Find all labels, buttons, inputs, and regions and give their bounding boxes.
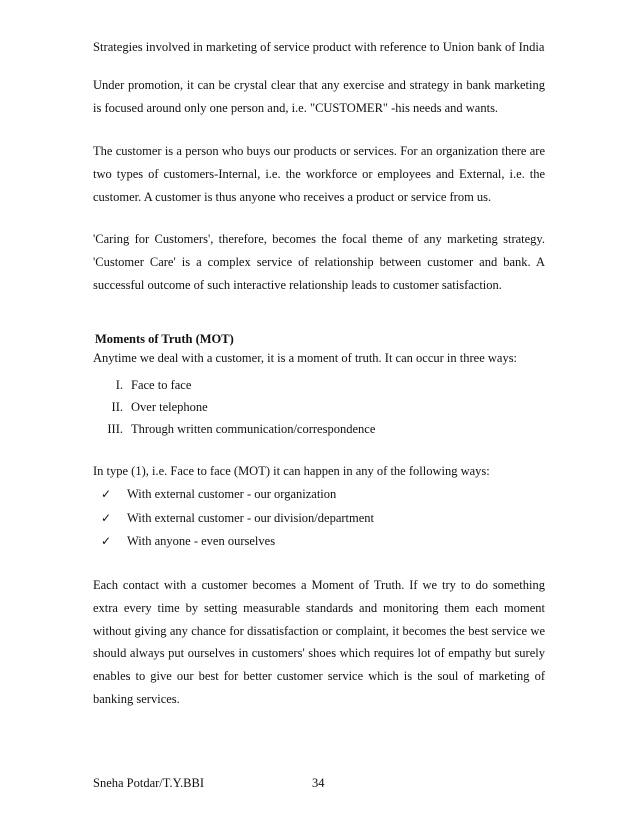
- paragraph-caring-for-customers: 'Caring for Customers', therefore, becomes the focal theme of any marketing strategy. 'Customer Care' is a complex service of relationship between customer and bank. A successful outcome of such interactive relationship leads to customer satisfaction.: [93, 232, 545, 292]
- section-heading-mot: Moments of Truth (MOT): [95, 332, 234, 346]
- checklist-text: With external customer - our division/department: [127, 511, 374, 525]
- checklist-text: With anyone - even ourselves: [127, 534, 276, 548]
- list-number: II.: [111, 400, 123, 414]
- paragraph-customer-definition: The customer is a person who buys our products or services. For an organization there are two types of customers-Internal, i.e. the workforce or employees and External, i.e. the customer. A customer is thus anyone who receives a product or service from us.: [93, 144, 545, 204]
- checklist-item-2: [101, 510, 374, 526]
- footer-author: Sneha Potdar/T.Y.BBI: [93, 776, 204, 790]
- list-item-way-1: [93, 377, 553, 393]
- checklist-item-1: [101, 486, 336, 502]
- paragraph-closing: Each contact with a customer becomes a Moment of Truth. If we try to do something extra every time by setting measurable standards and monitoring them each moment without giving any chance for dissatisfaction or complaint, it becomes the best service we should always put ourselves in customers' shoes which requires lot of empathy but surely enables to give our best for better customer service which is the soul of marketing of banking services.: [93, 578, 545, 706]
- list-item-text: Over telephone: [131, 400, 208, 414]
- paragraph-promotion: Under promotion, it can be crystal clear that any exercise and strategy in bank marketing is focused around only one person and, i.e. "CUSTOMER" -his needs and wants.: [93, 78, 545, 115]
- list-item-text: Through written communication/correspondence: [131, 422, 376, 436]
- list-item-way-2: [93, 399, 553, 415]
- checkmark-icon: ✓: [101, 487, 112, 501]
- checkmark-icon: ✓: [101, 511, 112, 525]
- footer-page-number: 34: [312, 776, 325, 790]
- list-number: III.: [107, 422, 123, 436]
- list-item-text: Face to face: [131, 378, 192, 392]
- list-item-way-3: [93, 421, 553, 437]
- checkmark-icon: ✓: [101, 534, 112, 548]
- mot-intro-text: Anytime we deal with a customer, it is a moment of truth. It can occur in three ways:: [93, 351, 518, 365]
- type-intro-text: In type (1), i.e. Face to face (MOT) it can happen in any of the following ways:: [93, 464, 490, 478]
- checklist-text: With external customer - our organization: [127, 487, 337, 501]
- list-number: I.: [115, 378, 123, 392]
- page-header-title: Strategies involved in marketing of service product with reference to Union bank of India: [93, 40, 545, 54]
- checklist-item-3: [101, 533, 275, 549]
